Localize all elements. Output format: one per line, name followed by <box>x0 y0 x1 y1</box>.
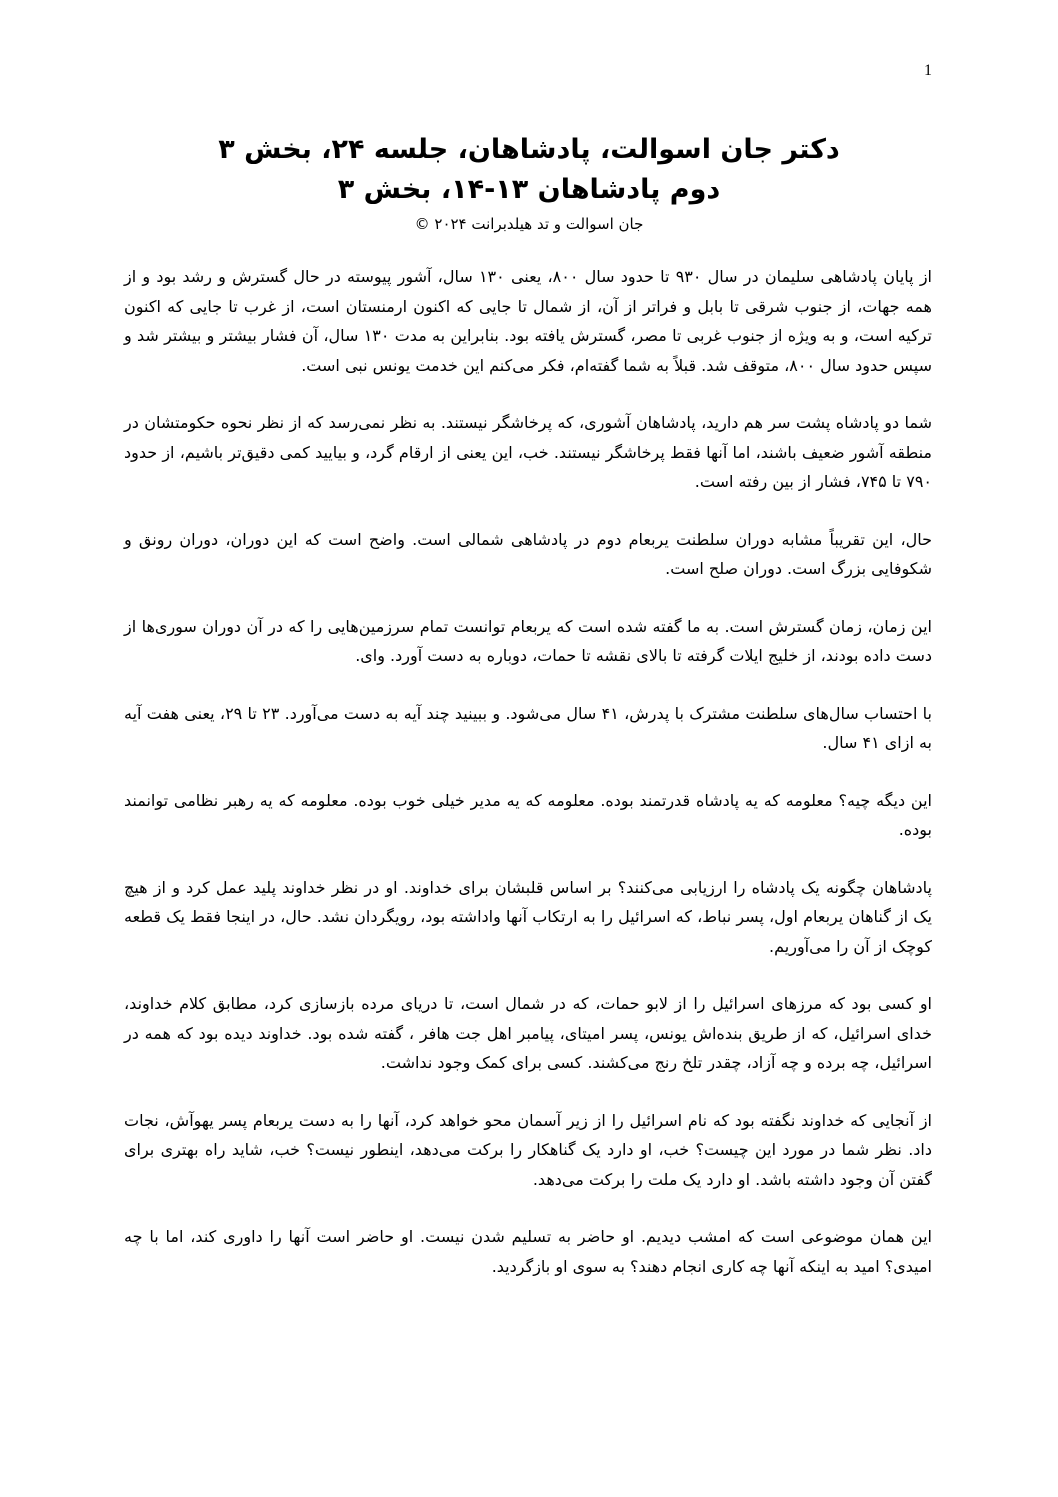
page-number: 1 <box>924 62 932 79</box>
paragraph-6: این دیگه چیه؟ معلومه که یه پادشاه قدرتمند بوده. معلومه که یه مدیر خیلی خوب بوده. معلومه که یه رهبر نظامی توانمند بوده. <box>124 790 932 839</box>
document-title-line-1: دکتر جان اسوالت، پادشاهان، جلسه ۲۴، بخش ۳ <box>218 134 840 165</box>
paragraph-8: او کسی بود که مرزهای اسرائیل را از لابو حمات، که در شمال است، تا دریای مرده بازسازی کرد، مطابق کلام خداوند، خدای اسرائیل، که از طریق بنده‌اش یونس، پسر امیتای، پیامبر اهل جت هافر ، گفته شده بود. خداوند دیده بود که همه در اسرائیل، چه برده و چه آزاد، چقدر تلخ رنج می‌کشند. کسی برای کمک وجود نداشت. <box>124 994 932 1072</box>
copyright-line: جان اسوالت و تد هیلدبرانت ۲۰۲۴ © <box>414 215 644 233</box>
paragraph-7: پادشاهان چگونه یک پادشاه را ارزیابی می‌کنند؟ بر اساس قلبشان برای خداوند. او در نظر خداوند پلید عمل کرد و از هیچ یک از گناهان یربعام اول، پسر نباط، که اسرائیل را به ارتکاب آنها واداشته بود، رویگردان نشد. حال، در اینجا فقط یک قطعه کوچک از آن را می‌آوریم. <box>124 877 932 956</box>
paragraph-3: حال، این تقریباً مشابه دوران سلطنت یربعام دوم در پادشاهی شمالی است. واضح است که این دوران، دوران رونق و شکوفایی بزرگ است. دوران صلح است. <box>124 529 932 578</box>
paragraph-2: شما دو پادشاه پشت سر هم دارید، پادشاهان آشوری، که پرخاشگر نیستند. به نظر نمی‌رسد که از نظر نحوه حکومتشان در منطقه آشور ضعیف باشند، اما آنها فقط پرخاشگر نیستند. خب، این یعنی از ارقام گرد، و بیایید کمی دقیق‌تر باشیم، از حدود ۷۹۰ تا ۷۴۵، فشار از بین رفته است. <box>124 413 932 491</box>
document-title-line-2: دوم پادشاهان ۱۳-۱۴، بخش ۳ <box>337 174 721 205</box>
paragraph-1: از پایان پادشاهی سلیمان در سال ۹۳۰ تا حدود سال ۸۰۰، یعنی ۱۳۰ سال، آشور پیوسته در حال گسترش و رشد بود و از همه جهات، از جنوب شرقی تا بابل و فراتر از آن، از شمال تا جایی که اکنون ارمنستان است، از غرب تا جایی که اکنون ترکیه است، و به ویژه از جنوب غربی تا مصر، گسترش یافته بود. بنابراین به مدت ۱۳۰ سال، آن فشار بیشتر و بیشتر شد و سپس حدود سال ۸۰۰، متوقف شد. قبلاً به شما گفته‌ام، فکر می‌کنم این خدمت یونس نبی است. <box>124 267 933 375</box>
paragraph-9: از آنجایی که خداوند نگفته بود که نام اسرائیل را از زیر آسمان محو خواهد کرد، آنها را به دست یربعام پسر یهوآش، نجات داد. نظر شما در مورد این چیست؟ خب، او دارد یک گناهکار را برکت می‌دهد، اینطور نیست؟ خب، شاید راه بهتری برای گفتن آن وجود داشته باشد. او دارد یک ملت را برکت می‌دهد. <box>124 1110 932 1189</box>
paragraph-5: با احتساب سال‌های سلطنت مشترک با پدرش، ۴۱ سال می‌شود. و ببینید چند آیه به دست می‌آورد. ۲۳ تا ۲۹، یعنی هفت آیه به ازای ۴۱ سال. <box>124 703 932 752</box>
paragraph-4: این زمان، زمان گسترش است. به ما گفته شده است که یربعام توانست تمام سرزمین‌هایی را که در آن دوران سوری‌ها از دست داده بودند، از خلیج ایلات گرفته تا بالای نقشه تا حمات، دوباره به دست آورد. وای. <box>124 616 932 665</box>
body-text <box>124 262 932 1309</box>
title-block <box>126 130 932 238</box>
paragraph-10: این همان موضوعی است که امشب دیدیم. او حاضر به تسلیم شدن نیست. او حاضر است آنها را داوری کند، اما با چه امیدی؟ امید به اینکه آنها چه کاری انجام دهند؟ به سوی او بازگردید. <box>124 1227 932 1276</box>
